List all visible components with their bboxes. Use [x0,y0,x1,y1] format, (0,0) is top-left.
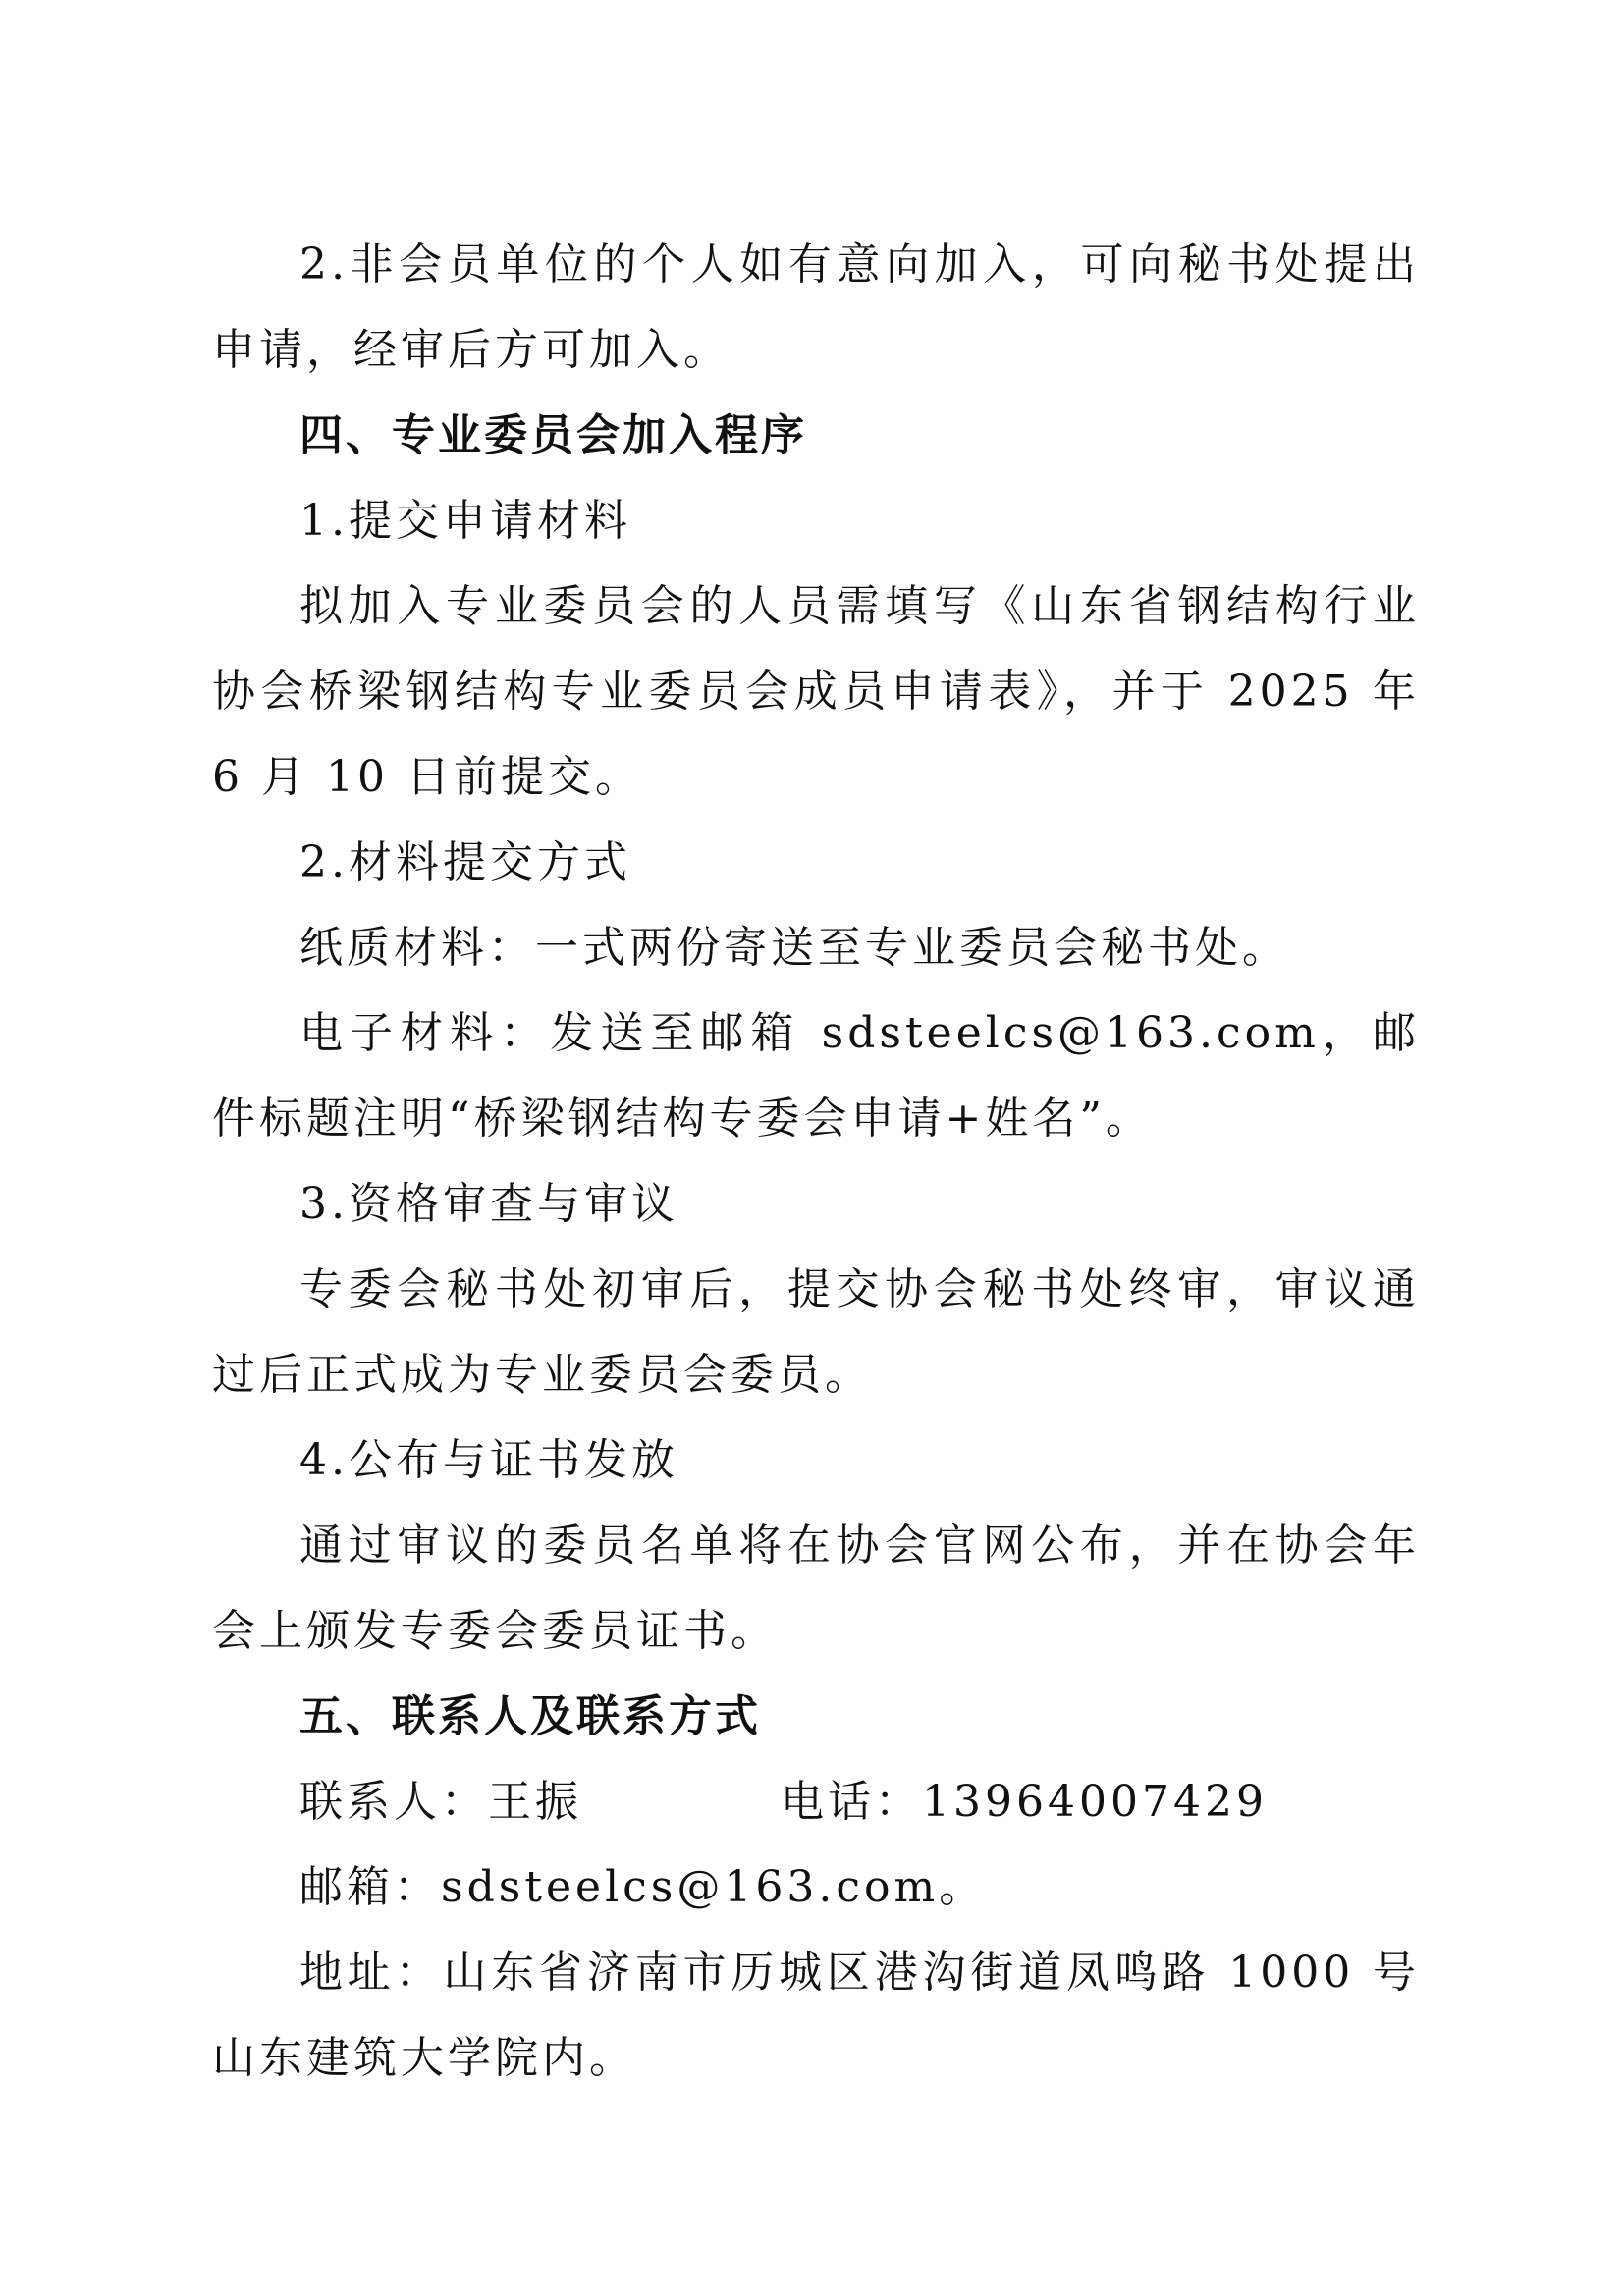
step-announcement-certificate: 4.公布与证书发放 [299,1435,678,1485]
step-submit-materials: 1.提交申请材料 [299,496,631,546]
paragraph-non-member-application: 2.非会员单位的个人如有意向加入，可向秘书处提出申请，经审后方可加入。 [212,240,1420,375]
paragraph-electronic-materials: 电子材料：发送至邮箱 sdsteelcs@163.com，邮件标题注明“桥梁钢结构专委会申请+姓名”。 [212,1008,1420,1144]
document-body [212,222,1420,2101]
paragraph-announcement: 通过审议的委员名单将在协会官网公布，并在协会年会上颁发专委会委员证书。 [212,1521,1420,1656]
step-submission-method: 2.材料提交方式 [299,837,631,887]
step-qualification-review: 3.资格审查与审议 [299,1179,678,1229]
paragraph-review-process: 专委会秘书处初审后，提交协会秘书处终审，审议通过后正式成为专业委员会委员。 [212,1264,1420,1400]
section-heading-contact: 五、联系人及联系方式 [299,1691,761,1741]
contact-address: 地址：山东省济南市历城区港沟街道凤鸣路 1000 号山东建筑大学院内。 [212,1948,1420,2083]
paragraph-paper-materials: 纸质材料：一式两份寄送至专业委员会秘书处。 [299,923,1289,973]
contact-person: 联系人：王振 [299,1777,582,1827]
contact-phone: 电话：13964007429 [781,1777,1268,1827]
section-heading-joining-procedure: 四、专业委员会加入程序 [299,410,807,460]
paragraph-application-form: 拟加入专业委员会的人员需填写《山东省钢结构行业协会桥梁钢结构专业委员会成员申请表》，并于 2025 年 6 月 10 日前提交。 [212,581,1420,802]
contact-email: 邮箱：sdsteelcs@163.com。 [299,1862,987,1912]
contact-row [212,1759,1420,1844]
